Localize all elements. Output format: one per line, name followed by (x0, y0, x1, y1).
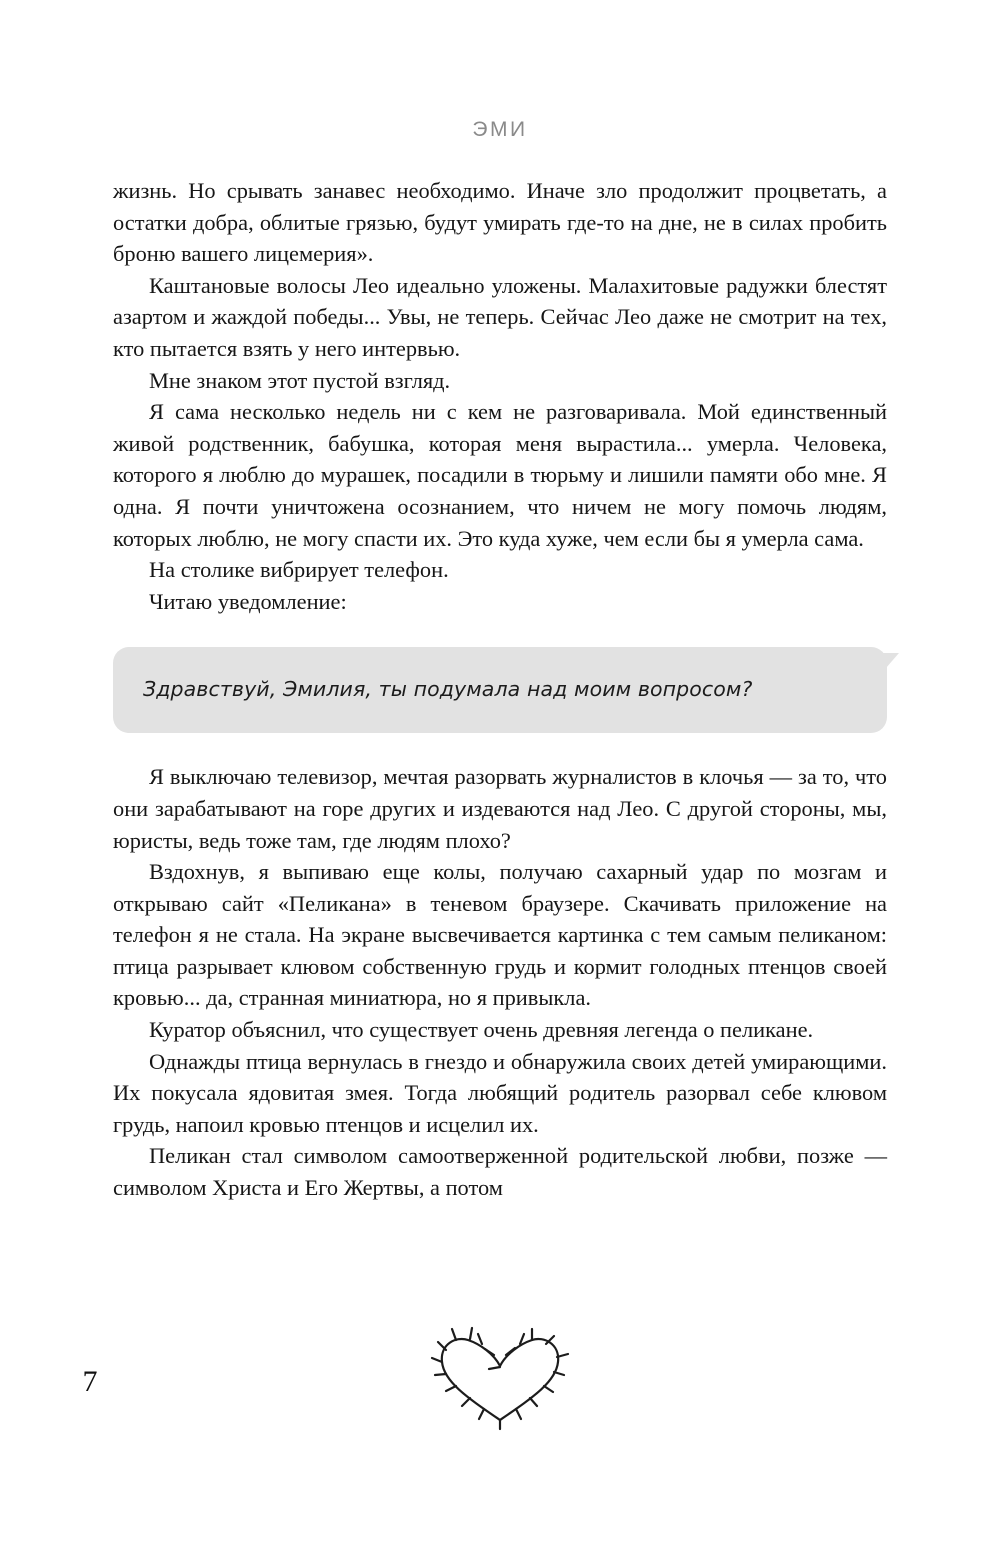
message-bubble-text: Здравствуй, Эмилия, ты подумала над моим вопросом? (143, 676, 753, 701)
thorny-heart-icon (410, 1324, 590, 1434)
page-footer (0, 1324, 1000, 1434)
paragraph: Я сама несколько недель ни с кем не разговаривала. Мой единственный живой родственник, бабушка, которая меня вырастила... умерла. Человека, которого я люблю до мурашек, посадили в тюрьму и лишили памяти обо мне. Я одна. Я почти уничтожена осознанием, что ничем не могу помочь людям, которых люблю, не могу спасти их. Это куда хуже, чем если бы я умерла сама. (113, 399, 887, 551)
paragraph: Читаю уведомление: (149, 588, 347, 614)
ornament-holder (410, 1324, 590, 1434)
paragraph: На столике вибрирует телефон. (149, 557, 449, 583)
paragraph: Однажды птица вернулась в гнездо и обнаружила своих детей умирающими. Их покусала ядовитая змея. Тогда любящий родитель разорвал себе клювом грудь, напоил кровью птенцов и исцелил их. (113, 1048, 887, 1137)
message-bubble-container (113, 647, 887, 733)
paragraph: Куратор объяснил, что существует очень древняя легенда о пеликане. (149, 1017, 814, 1043)
paragraph: Пеликан стал символом самоотверженной родительской любви, позже — символом Христа и Его Жертвы, а потом (113, 1143, 887, 1201)
message-bubble (113, 647, 887, 733)
paragraph: Вздохнув, я выпиваю еще колы, получаю сахарный удар по мозгам и открываю сайт «Пеликана» в теневом браузере. Скачивать приложение на телефон я не стала. На экране высвечивается картинка с тем самым пеликаном: птица разрывает клювом собственную грудь и кормит голодных птенцов своей кровью... да, странная миниатюра, но я привыкла. (113, 859, 887, 1011)
page-number: 7 (82, 1365, 98, 1398)
message-bubble-tail-icon (873, 653, 899, 683)
paragraph: Мне знаком этот пустой взгляд. (149, 367, 451, 393)
paragraph: Я выключаю телевизор, мечтая разорвать журналистов в клочья — за то, что они зарабатывают на горе других и издеваются над Лео. С другой стороны, мы, юристы, ведь тоже там, где людям плохо? (113, 764, 887, 853)
paragraph: Каштановые волосы Лео идеально уложены. Малахитовые радужки блестят азартом и жаждой победы... Увы, не теперь. Сейчас Лео даже не смотрит на тех, кто пытается взять у него интервью. (113, 272, 887, 361)
running-head: ЭМИ (472, 118, 528, 141)
paragraph: жизнь. Но срывать занавес необходимо. Иначе зло продолжит процветать, а остатки добра, облитые грязью, будут умирать где-то на дне, не в силах пробить броню вашего лицемерия». (113, 178, 887, 267)
page-content (113, 175, 887, 1204)
